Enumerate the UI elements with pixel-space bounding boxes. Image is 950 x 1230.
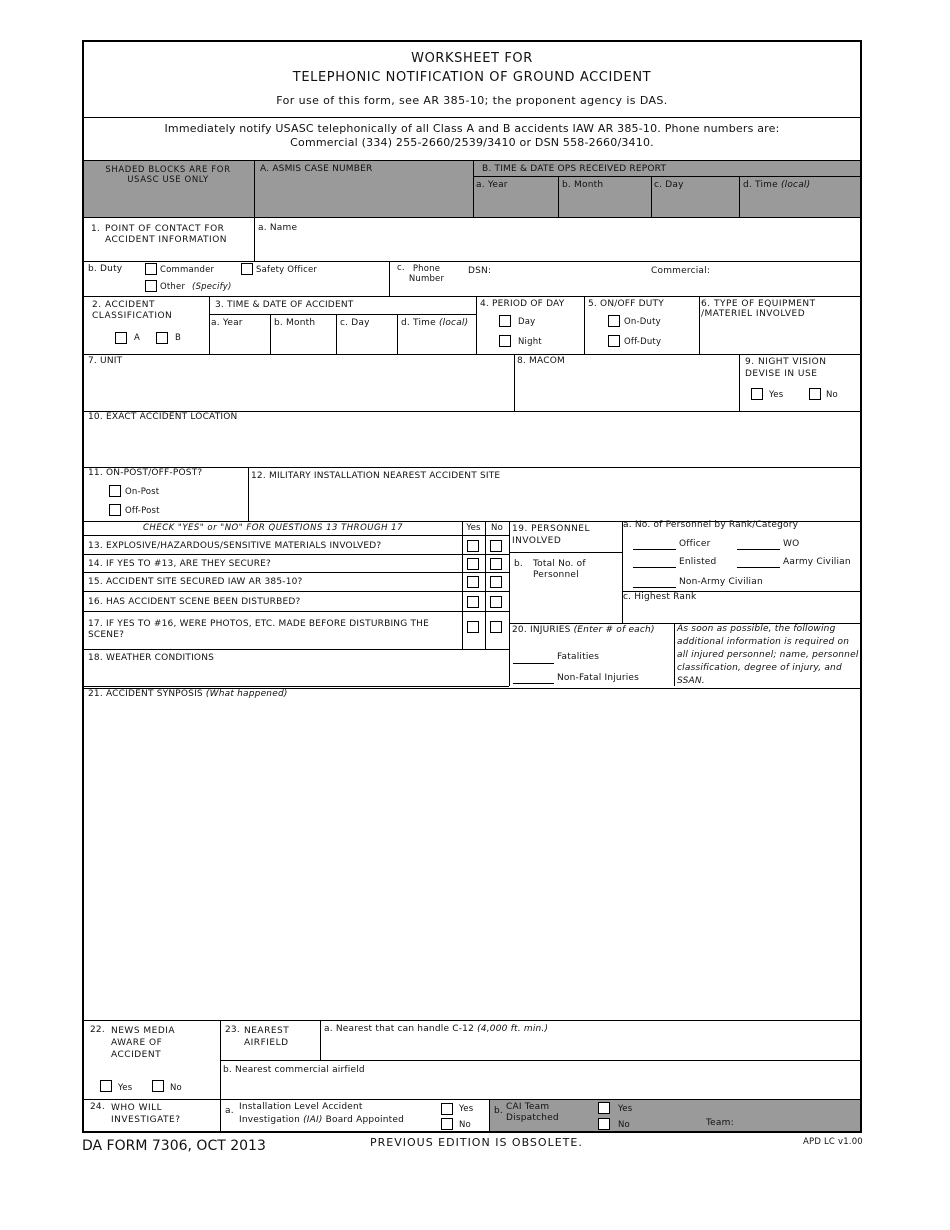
macom-label[interactable]: 8. MACOM [517, 356, 565, 366]
poc-number: 1. [91, 224, 100, 234]
cai-no-checkbox[interactable] [598, 1118, 610, 1130]
received-time: d. Time (local) [743, 180, 811, 190]
nvd-label: 9. NIGHT VISION DEVISE IN USE [745, 357, 827, 379]
army-civilian-label: Aarmy Civilian [783, 557, 851, 567]
shaded-note: SHADED BLOCKS ARE FOR USASC USE ONLY [105, 165, 231, 185]
media-yes-label: Yes [118, 1083, 133, 1093]
off-duty-label: Off-Duty [624, 337, 662, 347]
media-yes-checkbox[interactable] [100, 1080, 112, 1092]
total-personnel-label: Total No. of Personnel [533, 559, 586, 580]
q17-no-checkbox[interactable] [490, 621, 502, 633]
question-15: 15. ACCIDENT SITE SECURED IAW AR 385-10? [88, 577, 303, 587]
night-label: Night [518, 337, 542, 347]
army-civilian-blank[interactable] [737, 567, 780, 568]
on-duty-checkbox[interactable] [608, 315, 620, 327]
obsolete-note: PREVIOUS EDITION IS OBSOLETE. [370, 1136, 583, 1149]
yes-column-header: Yes [466, 523, 481, 533]
q16-yes-checkbox[interactable] [467, 596, 479, 608]
duty-label: b. Duty [88, 264, 123, 274]
off-post-checkbox[interactable] [109, 504, 121, 516]
injuries-note: As soon as possible, the following additional information is required on all injured personnel; name, personnel classification, degree of injury, and SSAN. [677, 624, 859, 686]
off-post-label: Off-Post [125, 506, 160, 516]
airfield-c12-label[interactable]: a. Nearest that can handle C-12 (4,000 ft. min.) [324, 1024, 549, 1034]
media-no-label: No [170, 1083, 182, 1093]
time-date-label: 3. TIME & DATE OF ACCIDENT [215, 300, 354, 310]
iai-no-checkbox[interactable] [441, 1118, 453, 1130]
poc-name-label[interactable]: a. Name [258, 223, 298, 233]
rank-category-label: a. No. of Personnel by Rank/Category [623, 520, 799, 530]
highest-rank-label[interactable]: c. Highest Rank [623, 592, 697, 602]
class-a-label: A [134, 333, 141, 343]
q14-yes-checkbox[interactable] [467, 558, 479, 570]
received-label: B. TIME & DATE OPS RECEIVED REPORT [482, 164, 667, 174]
q17-yes-checkbox[interactable] [467, 621, 479, 633]
poc-label: POINT OF CONTACT FOR ACCIDENT INFORMATION [105, 224, 228, 245]
commander-checkbox[interactable] [145, 263, 157, 275]
accident-form [82, 40, 862, 1133]
night-checkbox[interactable] [499, 335, 511, 347]
question-17: 17. IF YES TO #16, WERE PHOTOS, ETC. MADE BEFORE DISTURBING THE SCENE? [88, 619, 430, 640]
commander-label: Commander [160, 265, 215, 275]
q16-no-checkbox[interactable] [490, 596, 502, 608]
phone-label: Phone Number [408, 264, 445, 284]
dsn-label[interactable]: DSN: [468, 266, 492, 276]
airfield-number: 23. [225, 1025, 240, 1035]
notice-line1: Immediately notify USASC telephonically of all Class A and B accidents IAW AR 385-10. Phone numbers are: [164, 122, 780, 135]
off-duty-checkbox[interactable] [608, 335, 620, 347]
received-month: b. Month [562, 180, 604, 190]
non-army-blank[interactable] [633, 587, 676, 588]
form-title-line1: WORKSHEET FOR [411, 51, 533, 66]
iai-label-1: Installation Level Accident [239, 1102, 363, 1112]
iai-yes-label: Yes [459, 1104, 474, 1114]
on-post-checkbox[interactable] [109, 485, 121, 497]
q15-yes-checkbox[interactable] [467, 576, 479, 588]
non-fatal-blank[interactable] [513, 683, 554, 684]
wo-label: WO [783, 539, 800, 549]
accident-day[interactable]: c. Day [340, 318, 370, 328]
accident-month[interactable]: b. Month [274, 318, 316, 328]
accident-year[interactable]: a. Year [211, 318, 243, 328]
media-no-checkbox[interactable] [152, 1080, 164, 1092]
version-label: APD LC v1.00 [803, 1137, 863, 1147]
injuries-label: 20. INJURIES (Enter # of each) [512, 625, 655, 635]
synopsis-label[interactable]: 21. ACCIDENT SYNPOSIS (What happened) [88, 689, 288, 699]
other-duty-label: Other (Specify) [160, 282, 232, 292]
received-year: a. Year [476, 180, 508, 190]
other-duty-checkbox[interactable] [145, 280, 157, 292]
question-16: 16. HAS ACCIDENT SCENE BEEN DISTURBED? [88, 597, 301, 607]
cai-yes-label: Yes [618, 1104, 633, 1114]
investigate-label: WHO WILL INVESTIGATE? [111, 1103, 181, 1125]
nvd-yes-label: Yes [769, 390, 784, 400]
notice-line2: Commercial (334) 255-2660/2539/3410 or DSN 558-2660/3410. [290, 136, 654, 149]
q14-no-checkbox[interactable] [490, 558, 502, 570]
question-14: 14. IF YES TO #13, ARE THEY SECURE? [88, 559, 272, 569]
investigate-number: 24. [90, 1102, 105, 1112]
media-number: 22. [90, 1025, 105, 1035]
form-subtitle: For use of this form, see AR 385-10; the proponent agency is DAS. [276, 94, 668, 107]
class-a-checkbox[interactable] [115, 332, 127, 344]
non-fatal-label: Non-Fatal Injuries [557, 673, 640, 683]
iai-yes-checkbox[interactable] [441, 1103, 453, 1115]
received-day: c. Day [654, 180, 684, 190]
asmis-label: A. ASMIS CASE NUMBER [260, 164, 373, 174]
media-label: NEWS MEDIA AWARE OF ACCIDENT [111, 1026, 176, 1060]
enlisted-label: Enlisted [679, 557, 717, 567]
on-off-duty-label: 5. ON/OFF DUTY [588, 299, 664, 309]
no-column-header: No [491, 523, 503, 533]
fatalities-label: Fatalities [557, 652, 600, 662]
nvd-no-label: No [826, 390, 838, 400]
personnel-b: b. [514, 559, 523, 569]
iai-label-2: Investigation (IAI) Board Appointed [239, 1115, 405, 1125]
accident-time[interactable]: d. Time (local) [401, 318, 469, 328]
class-b-checkbox[interactable] [156, 332, 168, 344]
on-post-label: On-Post [125, 487, 160, 497]
installation-label[interactable]: 12. MILITARY INSTALLATION NEAREST ACCIDENT SITE [251, 471, 501, 481]
safety-officer-checkbox[interactable] [241, 263, 253, 275]
cai-label: CAI Team Dispatched [506, 1102, 559, 1123]
airfield-commercial-label[interactable]: b. Nearest commercial airfield [223, 1065, 365, 1075]
q13-yes-checkbox[interactable] [467, 540, 479, 552]
nvd-yes-checkbox[interactable] [751, 388, 763, 400]
location-label[interactable]: 10. EXACT ACCIDENT LOCATION [88, 412, 238, 422]
cai-b: b. [494, 1106, 503, 1116]
unit-label[interactable]: 7. UNIT [88, 356, 123, 366]
question-13: 13. EXPLOSIVE/HAZARDOUS/SENSITIVE MATERIALS INVOLVED? [88, 541, 382, 551]
classification-label: 2. ACCIDENT CLASSIFICATION [92, 300, 173, 321]
wo-blank[interactable] [737, 549, 780, 550]
iai-a: a. [225, 1106, 234, 1116]
period-label: 4. PERIOD OF DAY [480, 299, 565, 309]
weather-label[interactable]: 18. WEATHER CONDITIONS [88, 653, 215, 663]
post-label: 11. ON-POST/OFF-POST? [88, 468, 203, 478]
nvd-no-checkbox[interactable] [809, 388, 821, 400]
form-title-line2: TELEPHONIC NOTIFICATION OF GROUND ACCIDENT [292, 70, 652, 85]
iai-no-label: No [459, 1120, 471, 1130]
questions-header: CHECK "YES" or "NO" FOR QUESTIONS 13 THROUGH 17 [143, 523, 403, 533]
form-identifier: DA FORM 7306, OCT 2013 [82, 1138, 266, 1154]
equipment-label[interactable]: 6. TYPE OF EQUIPMENT /MATERIEL INVOLVED [701, 299, 816, 319]
officer-blank[interactable] [633, 549, 676, 550]
day-label: Day [518, 317, 536, 327]
airfield-label: NEAREST AIRFIELD [244, 1026, 290, 1048]
enlisted-blank[interactable] [633, 567, 676, 568]
on-duty-label: On-Duty [624, 317, 661, 327]
class-b-label: B [175, 333, 182, 343]
q13-no-checkbox[interactable] [490, 540, 502, 552]
team-label[interactable]: Team: [706, 1118, 734, 1128]
fatalities-blank[interactable] [513, 663, 554, 664]
safety-officer-label: Safety Officer [256, 265, 318, 275]
personnel-label: 19. PERSONNEL INVOLVED [512, 524, 591, 546]
day-checkbox[interactable] [499, 315, 511, 327]
q15-no-checkbox[interactable] [490, 576, 502, 588]
phone-c: c. [397, 263, 405, 273]
non-army-label: Non-Army Civilian [679, 577, 763, 587]
officer-label: Officer [679, 539, 711, 549]
cai-no-label: No [618, 1120, 630, 1130]
commercial-label[interactable]: Commercial: [651, 266, 711, 276]
cai-yes-checkbox[interactable] [598, 1102, 610, 1114]
